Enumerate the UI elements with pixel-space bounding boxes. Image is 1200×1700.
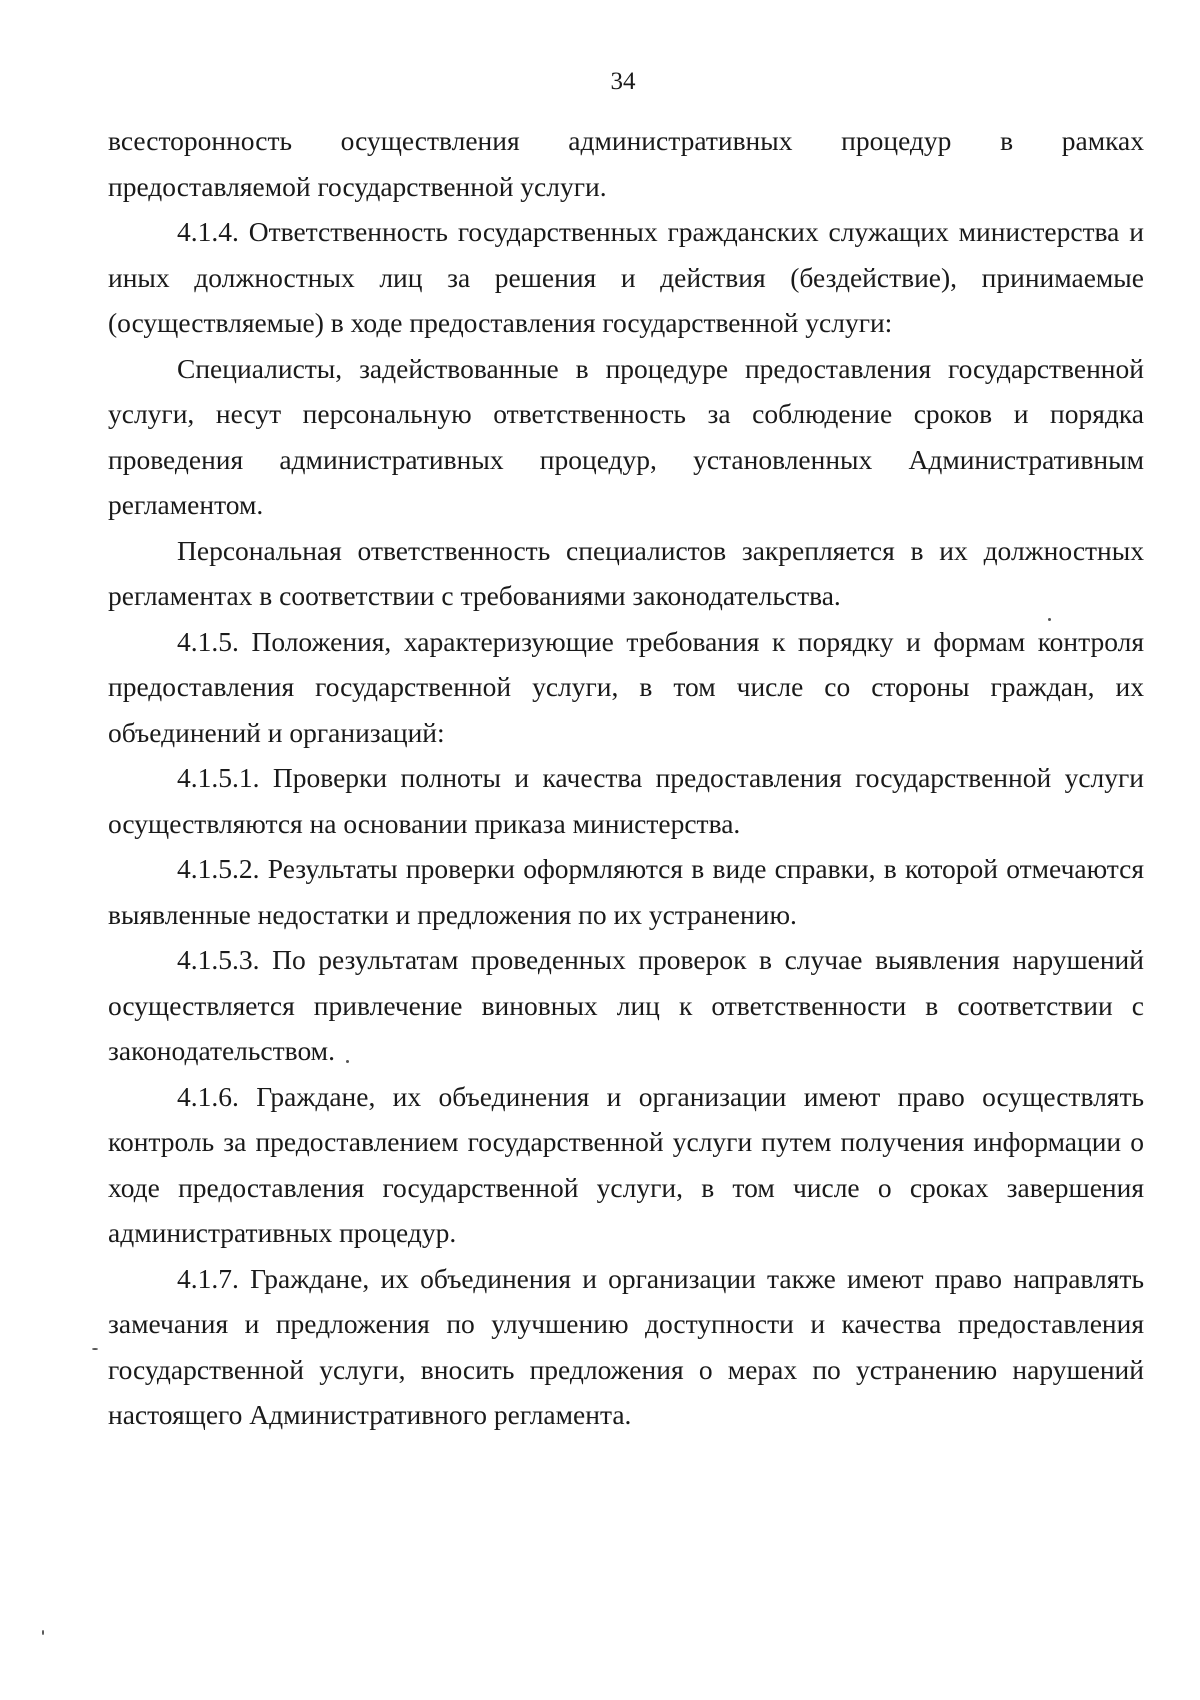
paragraph-continuation: всесторонность осуществления административных процедур в рамках предоставляемой государственной услуги. [108, 125, 1144, 202]
paragraph-specialists: Специалисты, задействованные в процедуре предоставления государственной услуги, несут персональную ответственность за соблюдение сроков и порядка проведения административных процедур, установленных Административным регламентом. [108, 352, 1144, 520]
page-number: 34 [610, 68, 636, 95]
scan-speck [346, 1060, 349, 1063]
paragraph-4-1-5-2: 4.1.5.2. Результаты проверки оформляются в виде справки, в которой отмечаются выявленные недостатки и предложения по их устранению. [108, 853, 1144, 930]
paragraph-4-1-6: 4.1.6. Граждане, их объединения и организации имеют право осуществлять контроль за предоставлением государственной услуги путем получения информации о ходе предоставления государственной услуги, в том числе о сроках завершения административных процедур. [108, 1080, 1144, 1248]
paragraph-4-1-5-3: 4.1.5.3. По результатам проведенных проверок в случае выявления нарушений осуществляется привлечение виновных лиц к ответственности в соответствии с законодательством. [108, 944, 1144, 1066]
paragraph-4-1-4: 4.1.4. Ответственность государственных гражданских служащих министерства и иных должностных лиц за решения и действия (бездействие), принимаемые (осуществляемые) в ходе предоставления государственной услуги: [108, 216, 1144, 338]
document-body [108, 118, 1144, 1438]
paragraph-4-1-5-1: 4.1.5.1. Проверки полноты и качества предоставления государственной услуги осуществляются на основании приказа министерства. [108, 762, 1144, 839]
paragraph-4-1-5: 4.1.5. Положения, характеризующие требования к порядку и формам контроля предоставления государственной услуги, в том числе со стороны граждан, их объединений и организаций: [108, 625, 1144, 748]
paragraph-4-1-7: 4.1.7. Граждане, их объединения и организации также имеют право направлять замечания и предложения по улучшению доступности и качества предоставления государственной услуги, вносить предложения о мерах по устранению нарушений настоящего Административного регламента. [108, 1262, 1144, 1430]
scan-speck [92, 1348, 98, 1350]
paragraph-personal-responsibility: Персональная ответственность специалистов закрепляется в их должностных регламентах в соответствии с требованиями законодательства. [108, 534, 1144, 611]
scan-speck [1048, 618, 1051, 621]
scan-speck [42, 1630, 44, 1635]
